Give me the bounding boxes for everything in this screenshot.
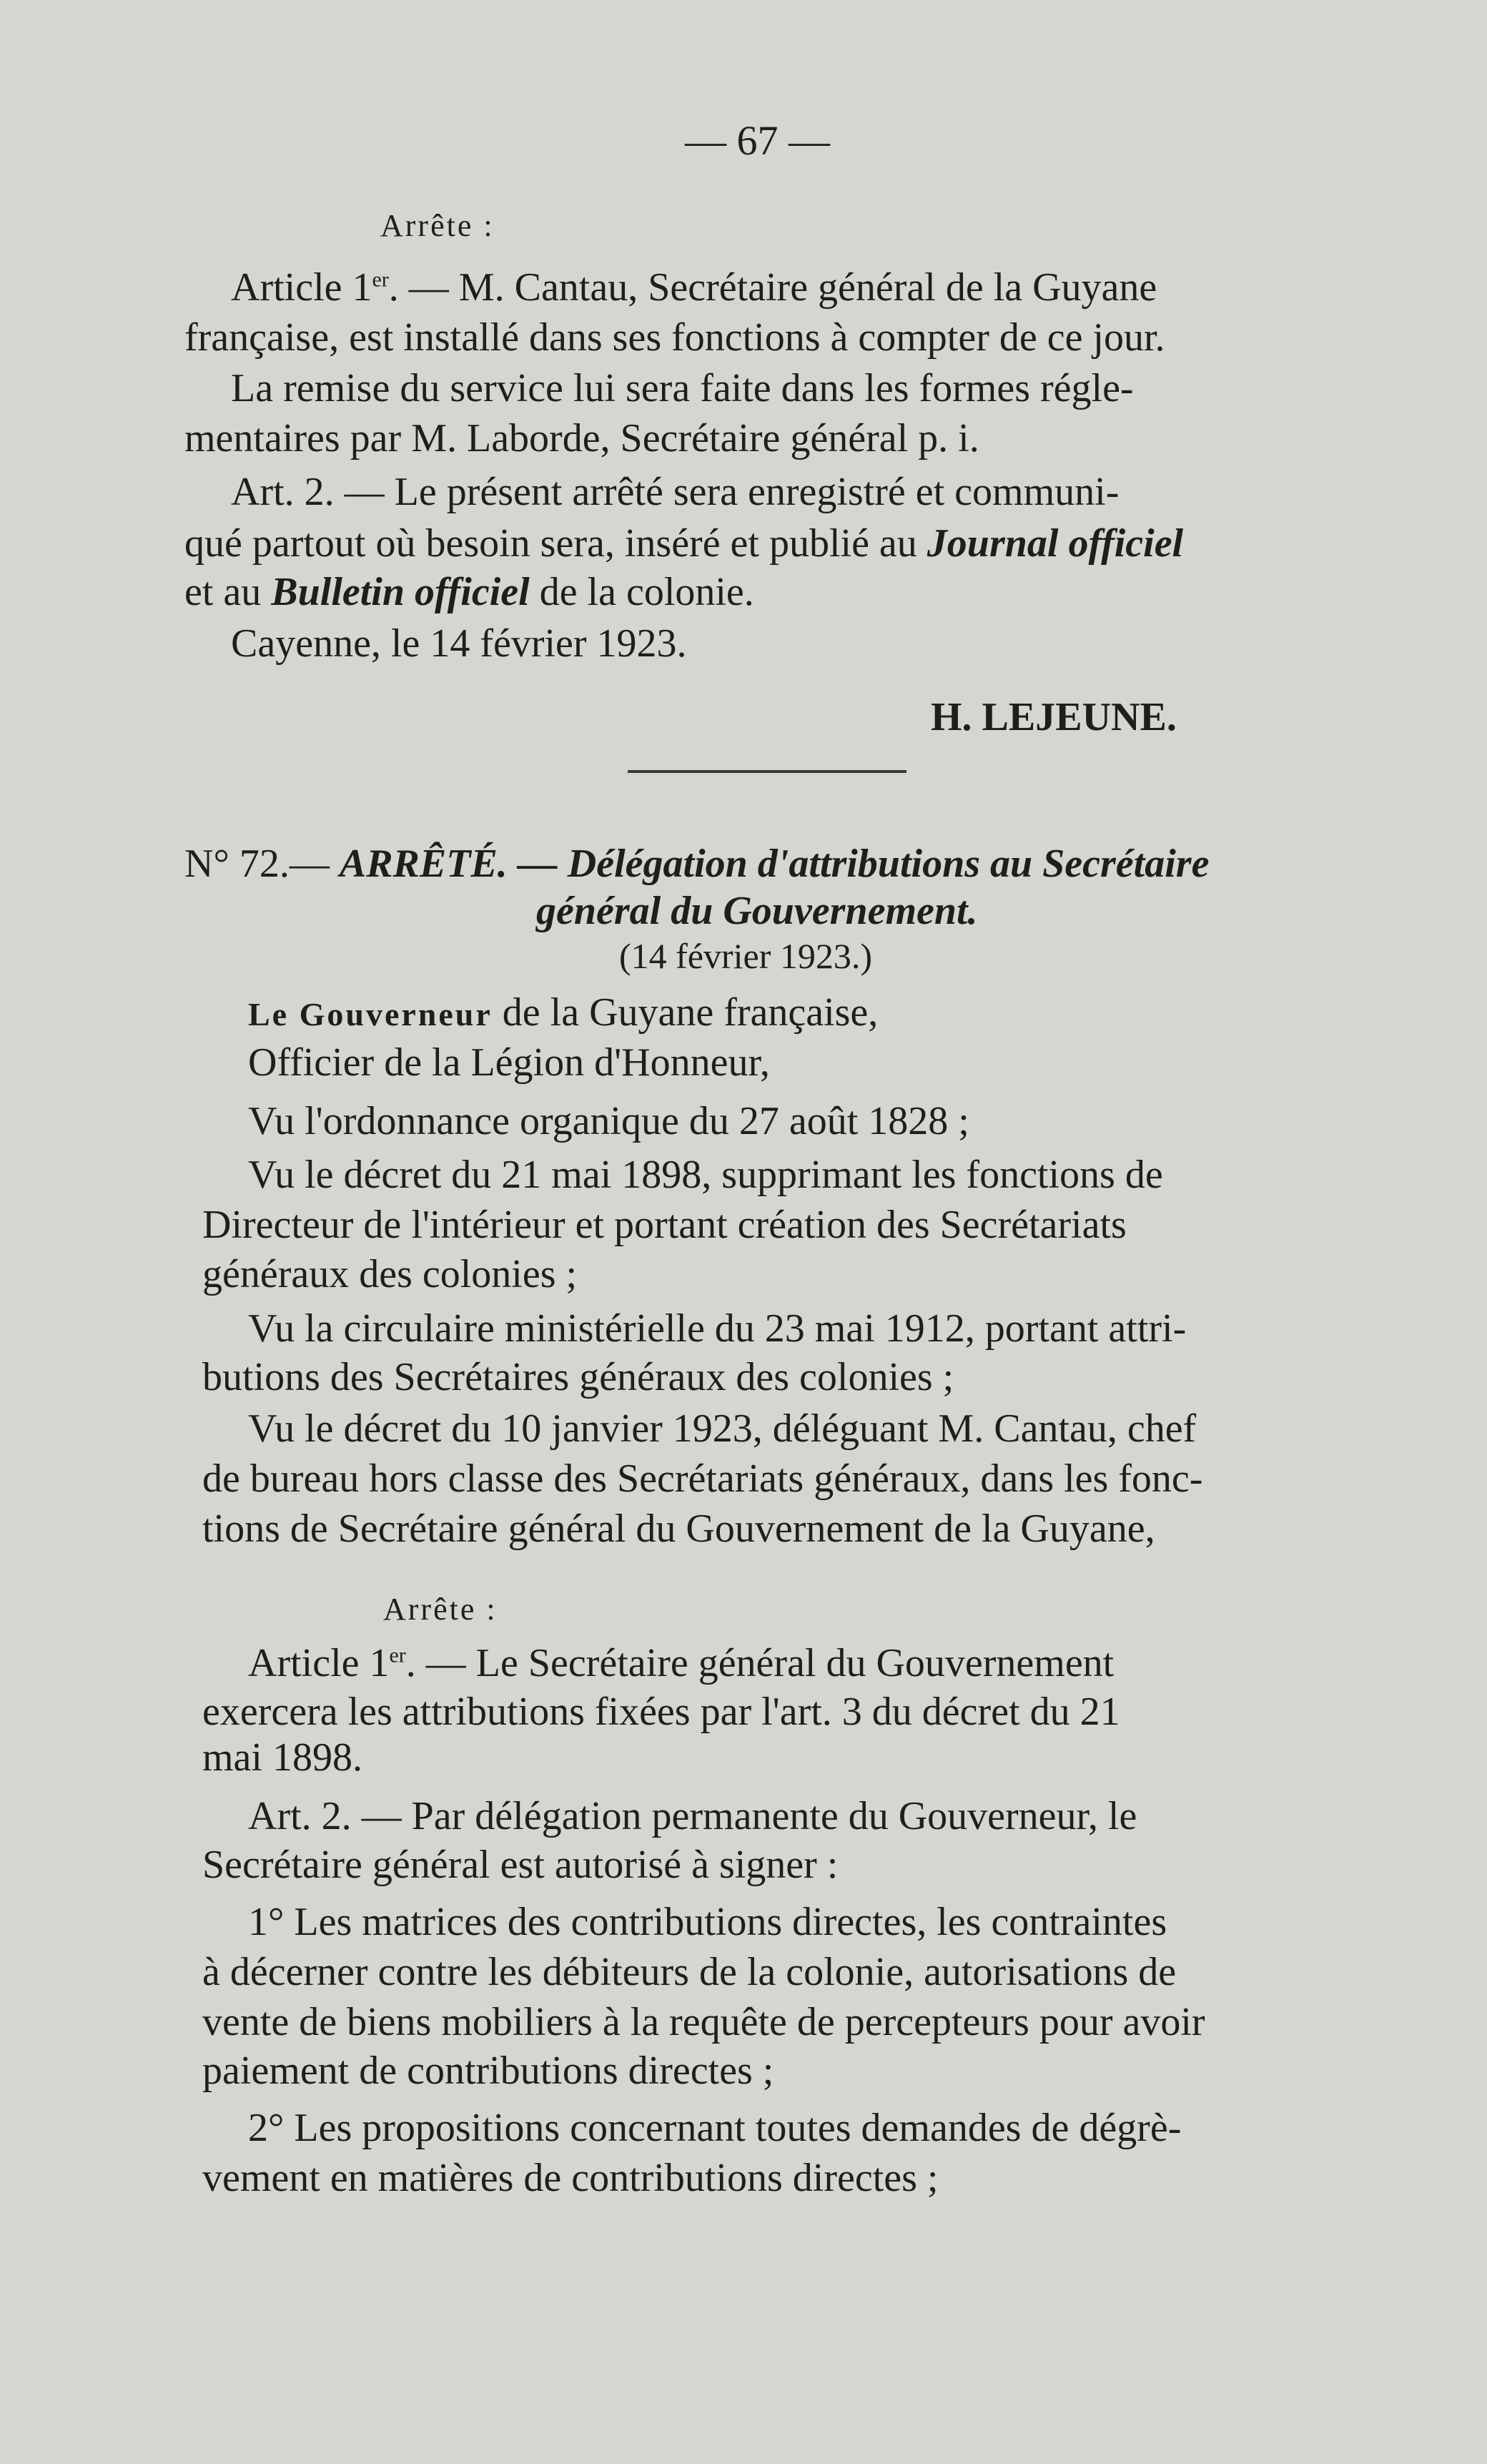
art-2-line-2: qué partout où besoin sera, inséré et publié au Journal officiel: [184, 521, 1184, 566]
vu-decret-1923-line-2: de bureau hors classe des Secrétariats généraux, dans les fonc-: [202, 1457, 1203, 1501]
decree-date: (14 février 1923.): [619, 936, 873, 976]
article-1-2-line-3: mai 1898.: [202, 1735, 362, 1780]
art-2-line-1: Art. 2. — Le présent arrêté sera enregistré et communi-: [231, 470, 1120, 514]
arrete-heading-2: Arrête :: [383, 1592, 498, 1627]
article-1-2-line-1: Article 1er. — Le Secrétaire général du Gouvernement: [248, 1641, 1115, 1685]
art-2-2-line-2: Secrétaire général est autorisé à signer :: [202, 1843, 839, 1887]
remise-line-1: La remise du service lui sera faite dans les formes régle-: [231, 366, 1134, 410]
vu-decret-1923-line-1: Vu le décret du 10 janvier 1923, déléguant M. Cantau, chef: [248, 1406, 1197, 1451]
officier-line: Officier de la Légion d'Honneur,: [248, 1040, 770, 1085]
remise-line-2: mentaires par M. Laborde, Secrétaire général p. i.: [184, 416, 979, 460]
decree-title-line-1: N° 72.— ARRÊTÉ. — Délégation d'attributions au Secrétaire: [184, 842, 1210, 886]
vu-decret-1923-line-3: tions de Secrétaire général du Gouvernement de la Guyane,: [202, 1507, 1155, 1551]
vu-circulaire-line-1: Vu la circulaire ministérielle du 23 mai 1912, portant attri-: [248, 1306, 1187, 1351]
signature: H. LEJEUNE.: [931, 695, 1177, 739]
arrete-heading: Arrête :: [380, 208, 495, 243]
decree-title-line-2: général du Gouvernement.: [536, 889, 978, 933]
item-1-line-1: 1° Les matrices des contributions directes, les contraintes: [248, 1900, 1167, 1944]
art-2-line-3: et au Bulletin officiel de la colonie.: [184, 570, 754, 614]
gouverneur-line: Le Gouverneur de la Guyane française,: [248, 990, 879, 1035]
item-2-line-2: vement en matières de contributions directes ;: [202, 2156, 939, 2200]
item-1-line-4: paiement de contributions directes ;: [202, 2049, 774, 2093]
vu-decret-1898-line-1: Vu le décret du 21 mai 1898, supprimant les fonctions de: [248, 1153, 1163, 1197]
page-number: — 67 —: [685, 117, 830, 164]
item-1-line-2: à décerner contre les débiteurs de la colonie, autorisations de: [202, 1950, 1177, 1994]
separator-rule: [628, 770, 906, 773]
item-1-line-3: vente de biens mobiliers à la requête de percepteurs pour avoir: [202, 2000, 1205, 2044]
article-1-line-2: française, est installé dans ses fonctions à compter de ce jour.: [184, 315, 1165, 360]
art-2-2-line-1: Art. 2. — Par délégation permanente du Gouverneur, le: [248, 1794, 1137, 1838]
vu-decret-1898-line-2: Directeur de l'intérieur et portant création des Secrétariats: [202, 1203, 1127, 1247]
vu-ordonnance: Vu l'ordonnance organique du 27 août 1828 ;: [248, 1099, 969, 1143]
article-1-2-line-2: exercera les attributions fixées par l'art. 3 du décret du 21: [202, 1690, 1120, 1734]
vu-decret-1898-line-3: généraux des colonies ;: [202, 1252, 578, 1296]
place-date: Cayenne, le 14 février 1923.: [231, 621, 687, 666]
vu-circulaire-line-2: butions des Secrétaires généraux des colonies ;: [202, 1355, 954, 1399]
article-1-line-1: Article 1er. — M. Cantau, Secrétaire général de la Guyane: [231, 265, 1157, 310]
item-2-line-1: 2° Les propositions concernant toutes demandes de dégrè-: [248, 2106, 1182, 2150]
